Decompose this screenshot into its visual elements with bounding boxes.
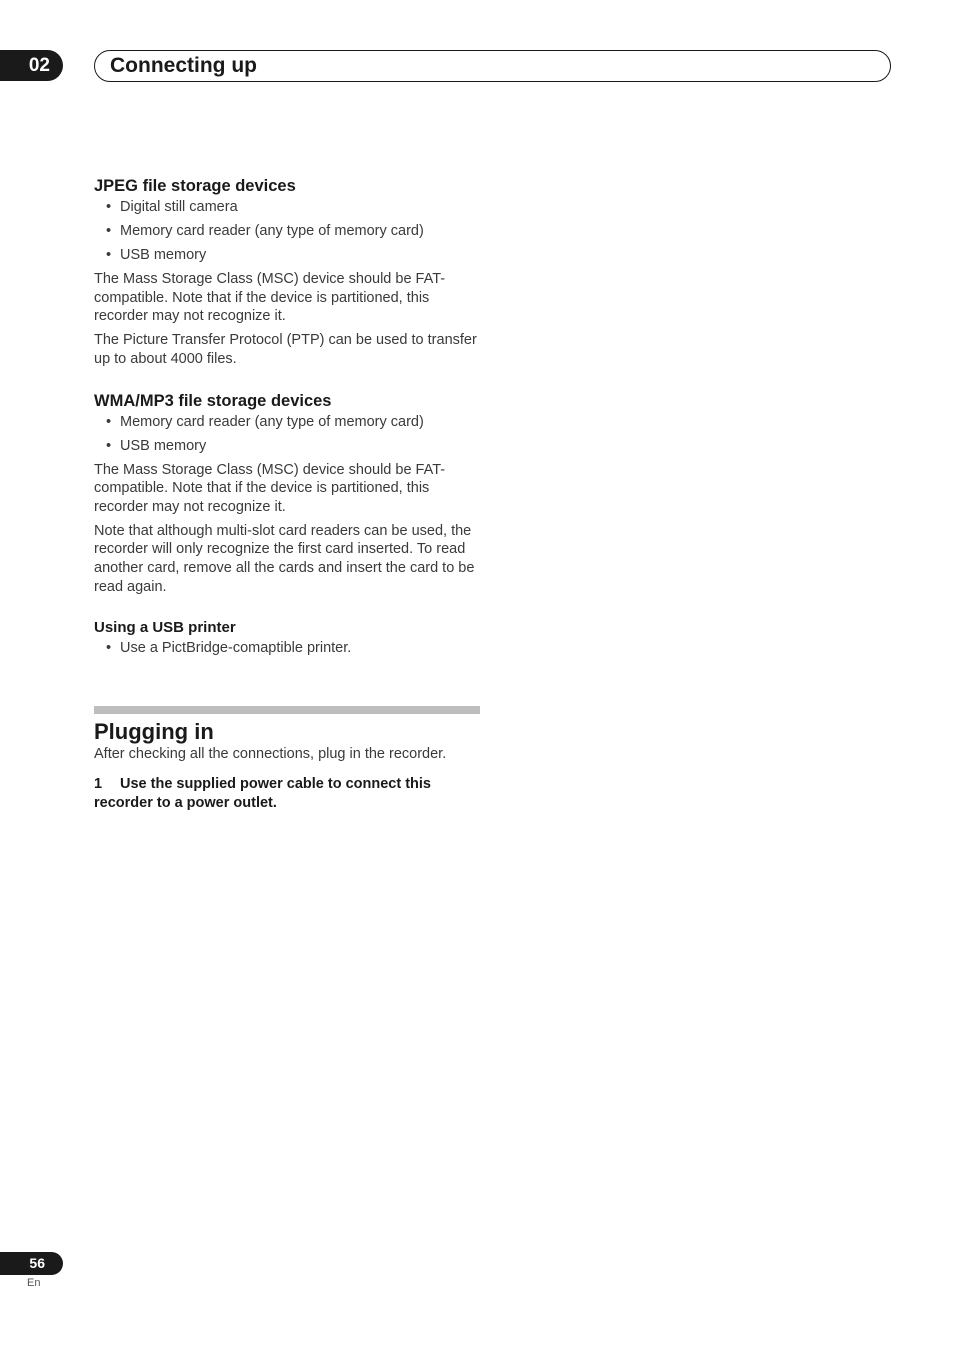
bullet-icon: • [106,413,112,430]
jpeg-msc-note: The Mass Storage Class (MSC) device should be FAT-compatible. Note that if the device is partitioned, this recorder may not recognize it. [94,271,446,325]
step-1 [94,775,480,813]
printer-heading: Using a USB printer [94,619,236,637]
bullet-icon: • [106,640,112,657]
chapter-number-badge: 02 [0,50,63,81]
section-divider [94,706,480,714]
content-column [94,176,480,813]
language-label: En [27,1277,41,1289]
bullet-icon: • [106,247,112,263]
list-item: • USB memory [106,437,207,454]
bullet-icon: • [106,437,112,454]
chapter-title: Connecting up [110,54,257,77]
wma-device-list [94,413,480,456]
bullet-icon: • [106,223,112,239]
list-item: • Digital still camera [106,199,238,215]
list-item: • USB memory [106,247,207,263]
jpeg-device-list [94,198,480,265]
wma-card-reader-note: Note that although multi-slot card readers can be used, the recorder will only recognize the first card inserted. To read another card, remove all the cards and insert the card to be read again. [94,522,475,595]
list-item: • Use a PictBridge-comaptible printer. [106,640,352,657]
bullet-icon: • [106,199,112,215]
wma-heading: WMA/MP3 file storage devices [94,391,332,410]
list-item: • Memory card reader (any type of memory card) [106,413,424,430]
plugging-in-title: Plugging in [94,719,214,745]
wma-msc-note: The Mass Storage Class (MSC) device should be FAT-compatible. Note that if the device is partitioned, this recorder may not recognize it. [94,461,446,515]
chapter-title-box [94,50,891,82]
page-number-badge: 56 [0,1252,63,1275]
printer-list [94,639,480,658]
jpeg-heading: JPEG file storage devices [94,177,296,195]
list-item: • Memory card reader (any type of memory card) [106,223,424,239]
plugging-in-intro: After checking all the connections, plug in the recorder. [94,746,447,763]
step-text: Use the supplied power cable to connect this recorder to a power outlet. [94,776,431,812]
jpeg-ptp-note: The Picture Transfer Protocol (PTP) can be used to transfer up to about 4000 files. [94,332,477,367]
step-number: 1 [94,776,103,793]
